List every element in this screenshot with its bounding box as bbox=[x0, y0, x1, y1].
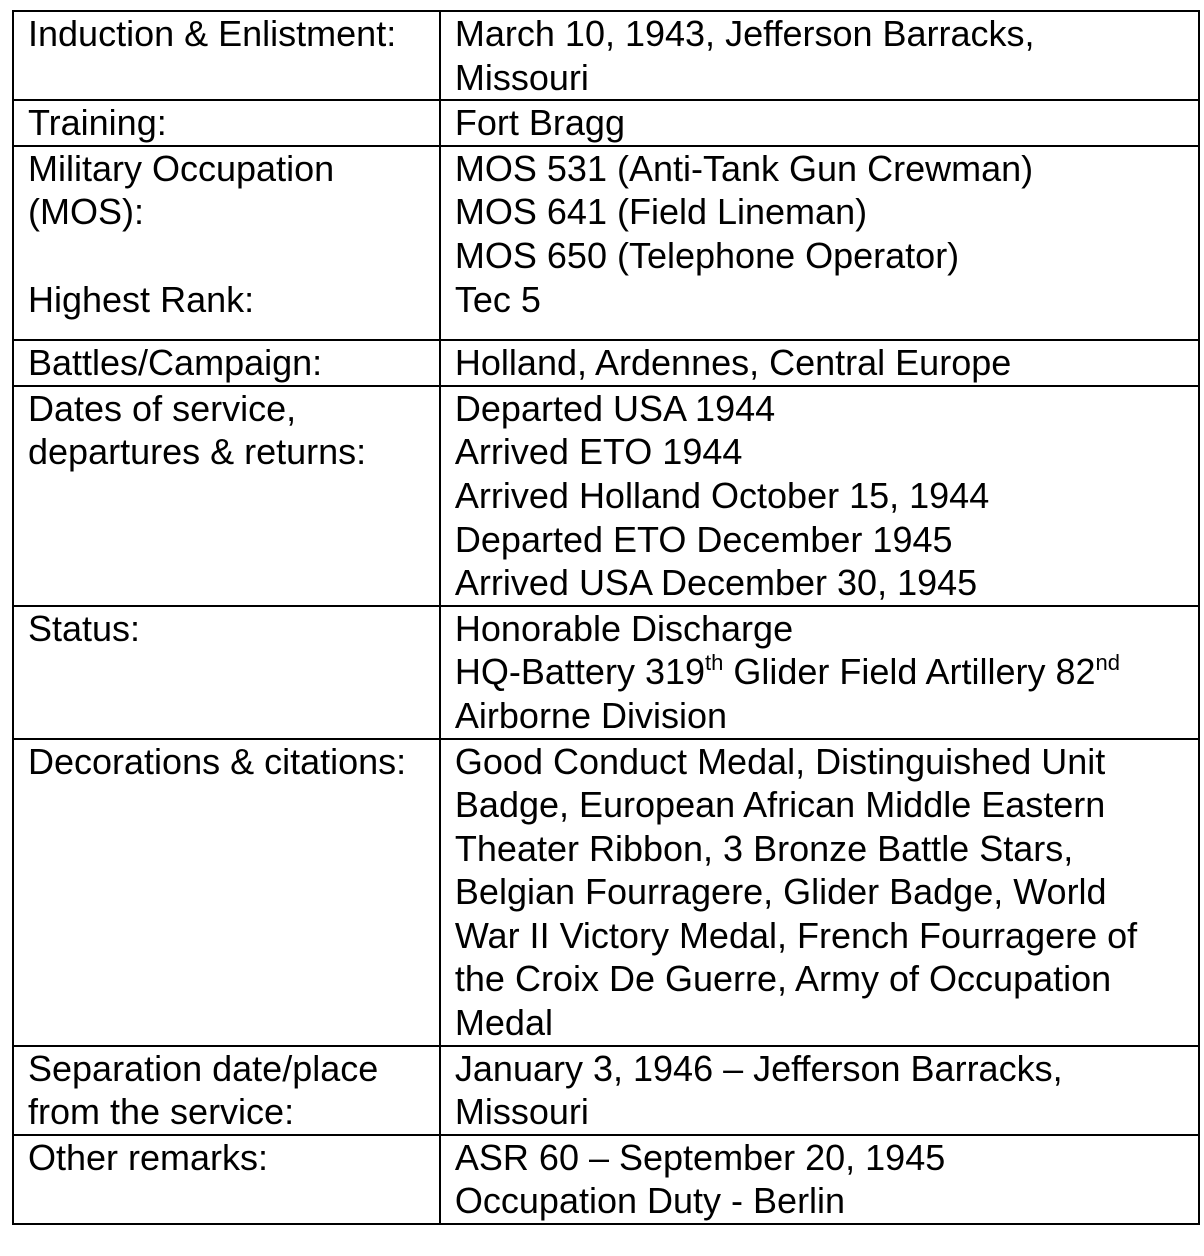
value-status-line-3: Airborne Division bbox=[454, 694, 728, 736]
service-record-table bbox=[12, 10, 1200, 1225]
value-decorations-line-2: Badge, European African Middle Eastern bbox=[454, 784, 1106, 826]
value-decorations-line-4: Belgian Fourragere, Glider Badge, World bbox=[454, 871, 1107, 913]
label-separation-line-1: Separation date/place bbox=[28, 1047, 379, 1089]
unit-text-part-2: Glider Field Artillery 82 bbox=[723, 651, 1096, 693]
label-battles bbox=[13, 340, 440, 386]
value-mos-line-1: MOS 531 (Anti-Tank Gun Crewman) bbox=[454, 147, 1034, 189]
value-mos-bottom-space bbox=[455, 321, 1188, 339]
value-training bbox=[440, 100, 1199, 146]
value-separation bbox=[440, 1046, 1199, 1135]
label-status bbox=[13, 606, 440, 739]
value-remarks-line-2: Occupation Duty - Berlin bbox=[454, 1180, 846, 1222]
label-remarks bbox=[13, 1135, 440, 1224]
label-highest-rank: Highest Rank: bbox=[28, 278, 255, 320]
value-separation-line-1: January 3, 1946 – Jefferson Barracks, bbox=[454, 1047, 1063, 1089]
value-remarks-line-1: ASR 60 – September 20, 1945 bbox=[454, 1136, 946, 1178]
value-battles-line-1: Holland, Ardennes, Central Europe bbox=[454, 342, 1012, 384]
label-battles-line-1: Battles/Campaign: bbox=[28, 342, 323, 384]
label-induction-line-1: Induction & Enlistment: bbox=[28, 13, 397, 54]
table-row-separation bbox=[13, 1046, 1199, 1135]
label-mos-line-2: (MOS): bbox=[28, 191, 144, 233]
value-induction-line-1: March 10, 1943, Jefferson Barracks, bbox=[454, 13, 1035, 54]
label-separation bbox=[13, 1046, 440, 1135]
value-dates-line-5: Arrived USA December 30, 1945 bbox=[454, 562, 978, 604]
table-row-battles bbox=[13, 340, 1199, 386]
label-decorations-line-1: Decorations & citations: bbox=[28, 740, 407, 782]
value-dates-line-2: Arrived ETO 1944 bbox=[454, 431, 743, 473]
label-dates-line-2: departures & returns: bbox=[28, 431, 367, 473]
value-status bbox=[440, 606, 1199, 739]
table-row-decorations bbox=[13, 739, 1199, 1046]
label-mos-spacer bbox=[28, 234, 429, 278]
label-mos bbox=[13, 146, 440, 340]
value-mos-line-2: MOS 641 (Field Lineman) bbox=[454, 191, 868, 233]
table-row-induction bbox=[13, 11, 1199, 100]
table-row-status bbox=[13, 606, 1199, 739]
value-decorations-line-3: Theater Ribbon, 3 Bronze Battle Stars, bbox=[454, 827, 1074, 869]
value-highest-rank: Tec 5 bbox=[454, 278, 541, 320]
label-decorations bbox=[13, 739, 440, 1046]
value-decorations bbox=[440, 739, 1199, 1046]
value-dates-line-3: Arrived Holland October 15, 1944 bbox=[454, 474, 990, 516]
label-remarks-line-1: Other remarks: bbox=[28, 1136, 269, 1178]
value-decorations-line-7: Medal bbox=[454, 1002, 553, 1044]
value-induction bbox=[440, 11, 1199, 100]
value-induction-line-2: Missouri bbox=[454, 56, 589, 98]
value-status-unit-line bbox=[455, 650, 1188, 694]
value-mos bbox=[440, 146, 1199, 340]
value-training-line-1: Fort Bragg bbox=[454, 102, 625, 144]
value-status-line-1: Honorable Discharge bbox=[454, 607, 794, 649]
value-mos-line-3: MOS 650 (Telephone Operator) bbox=[454, 234, 960, 276]
label-dates-line-1: Dates of service, bbox=[28, 387, 297, 429]
unit-ordinal-suffix-1: th bbox=[705, 650, 724, 676]
value-dates bbox=[440, 386, 1199, 606]
table-row-mos bbox=[13, 146, 1199, 340]
value-separation-line-2: Missouri bbox=[454, 1091, 589, 1133]
label-dates bbox=[13, 386, 440, 606]
label-status-line-1: Status: bbox=[28, 607, 141, 649]
label-training bbox=[13, 100, 440, 146]
value-battles bbox=[440, 340, 1199, 386]
label-mos-line-1: Military Occupation bbox=[28, 147, 335, 189]
value-remarks bbox=[440, 1135, 1199, 1224]
value-dates-line-4: Departed ETO December 1945 bbox=[454, 518, 953, 560]
label-induction bbox=[13, 11, 440, 100]
value-decorations-line-6: the Croix De Guerre, Army of Occupation bbox=[454, 958, 1112, 1000]
unit-ordinal-suffix-2: nd bbox=[1095, 650, 1120, 676]
label-training-line-1: Training: bbox=[28, 102, 167, 144]
table-row-training bbox=[13, 100, 1199, 146]
table-row-remarks bbox=[13, 1135, 1199, 1224]
table-row-dates bbox=[13, 386, 1199, 606]
unit-text-part-1: HQ-Battery 319 bbox=[454, 651, 706, 693]
value-dates-line-1: Departed USA 1944 bbox=[454, 387, 776, 429]
value-decorations-line-5: War II Victory Medal, French Fourragere of bbox=[454, 914, 1138, 956]
value-decorations-line-1: Good Conduct Medal, Distinguished Unit bbox=[454, 740, 1106, 782]
label-separation-line-2: from the service: bbox=[28, 1091, 295, 1133]
